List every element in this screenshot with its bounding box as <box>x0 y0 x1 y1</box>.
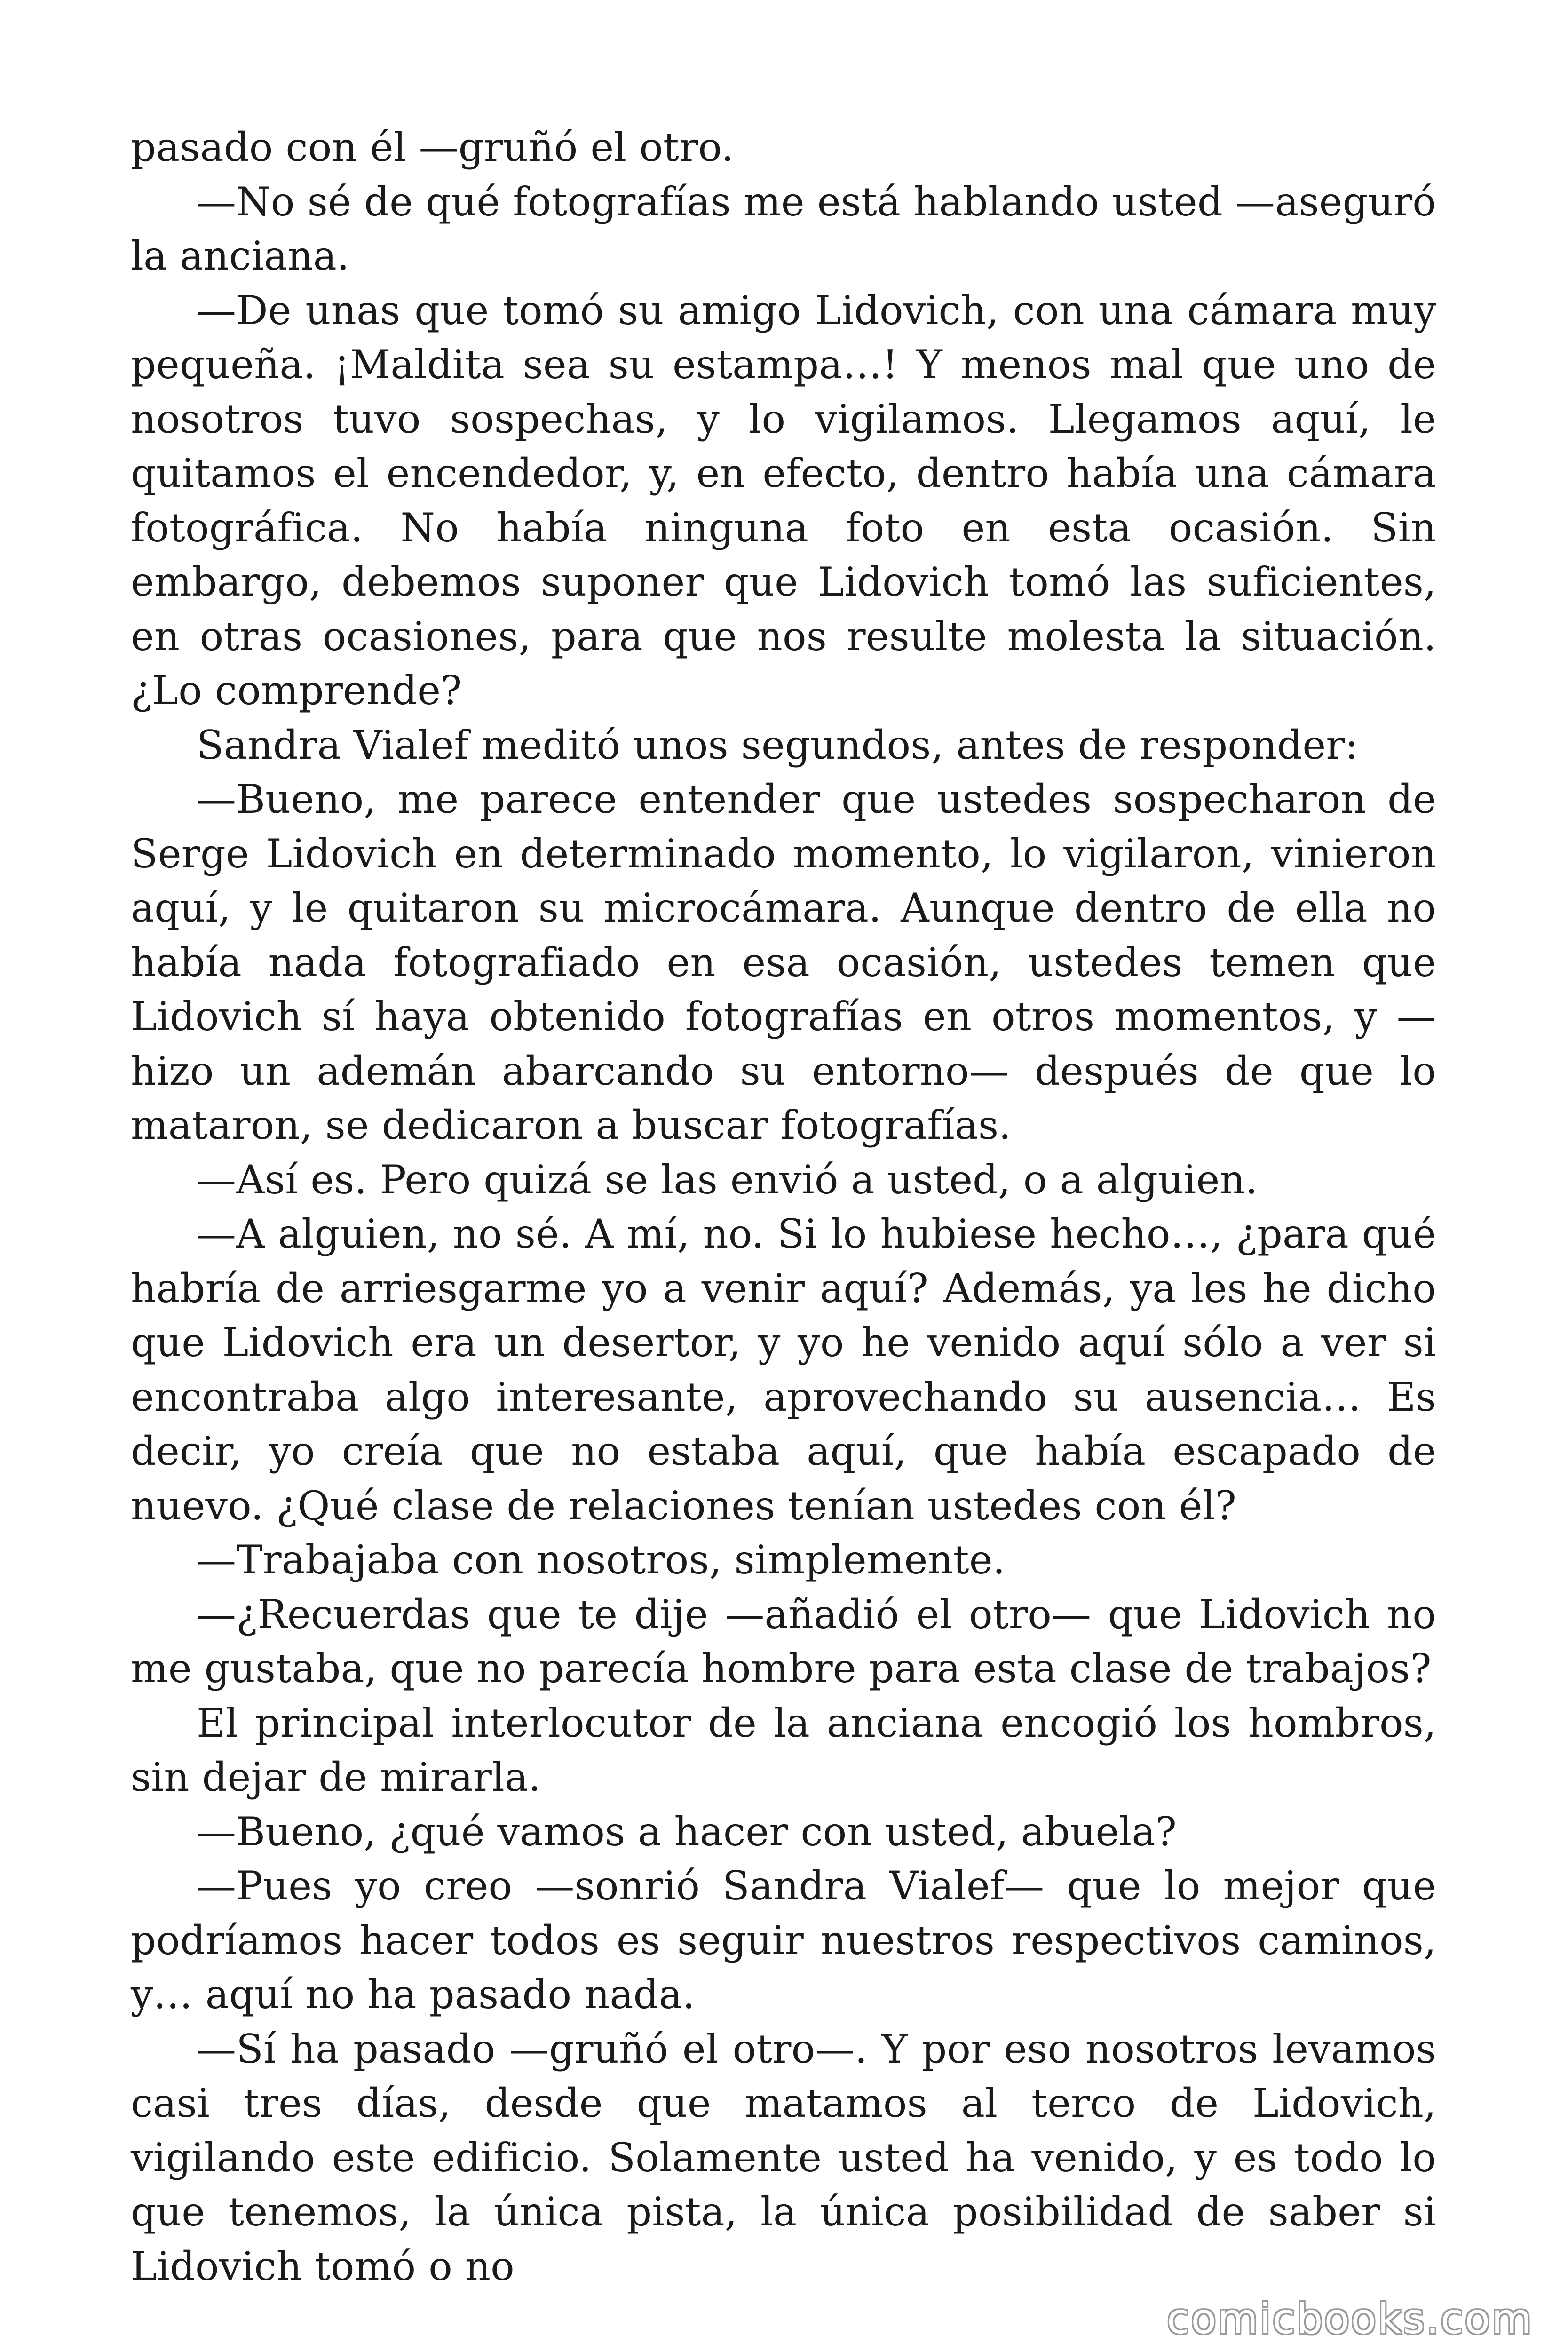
paragraph: —Pues yo creo —sonrió Sandra Vialef— que lo mejor que podríamos hacer todos es seguir nuestros respectivos caminos, y… aquí no ha pasado nada. <box>131 1863 1436 2018</box>
paragraph: —Bueno, ¿qué vamos a hacer con usted, abuela? <box>197 1808 1177 1855</box>
paragraph: pasado con él —gruñó el otro. <box>131 124 734 170</box>
body-text <box>131 120 1436 2294</box>
paragraph: Sandra Vialef meditó unos segundos, antes de responder: <box>197 722 1359 768</box>
paragraph: El principal interlocutor de la anciana encogió los hombros, sin dejar de mirarla. <box>131 1700 1436 1800</box>
paragraph: —¿Recuerdas que te dije —añadió el otro— que Lidovich no me gustaba, que no parecía hombre para esta clase de trabajos? <box>131 1591 1436 1692</box>
paragraph: —Bueno, me parece entender que ustedes sospecharon de Serge Lidovich en determinado momento, lo vigilaron, vinieron aquí, y le quitaron su microcámara. Aunque dentro de ella no había nada fotografiado en esa ocasión, ustedes temen que Lidovich sí haya obtenido fotografías en otros momentos, y —hizo un ademán abarcando su entorno— después de que lo mataron, se dedicaron a buscar fotografías. <box>131 776 1436 1148</box>
paragraph: —Así es. Pero quizá se las envió a usted, o a alguien. <box>197 1156 1258 1203</box>
paragraph: —Sí ha pasado —gruñó el otro—. Y por eso nosotros levamos casi tres días, desde que matamos al terco de Lidovich, vigilando este edificio. Solamente usted ha venido, y es todo lo que tenemos, la única pista, la única posibilidad de saber si Lidovich tomó o no <box>131 2026 1436 2289</box>
paragraph: —A alguien, no sé. A mí, no. Si lo hubiese hecho…, ¿para qué habría de arriesgarme yo a venir aquí? Además, ya les he dicho que Lidovich era un desertor, y yo he venido aquí sólo a ver si encontraba algo interesante, aprovechando su ausencia… Es decir, yo creía que no estaba aquí, que había escapado de nuevo. ¿Qué clase de relaciones tenían ustedes con él? <box>131 1211 1436 1529</box>
paragraph: —No sé de qué fotografías me está hablando usted —aseguró la anciana. <box>131 178 1436 279</box>
watermark: comicbooks.com <box>1166 2295 1533 2343</box>
paragraph: —Trabajaba con nosotros, simplemente. <box>197 1537 1006 1583</box>
paragraph: —De unas que tomó su amigo Lidovich, con una cámara muy pequeña. ¡Maldita sea su estampa…! Y menos mal que uno de nosotros tuvo sospechas, y lo vigilamos. Llegamos aquí, le quitamos el encendedor, y, en efecto, dentro había una cámara fotográfica. No había ninguna foto en esta ocasión. Sin embargo, debemos suponer que Lidovich tomó las suficientes, en otras ocasiones, para que nos resulte molesta la situación. ¿Lo comprende? <box>131 287 1436 714</box>
